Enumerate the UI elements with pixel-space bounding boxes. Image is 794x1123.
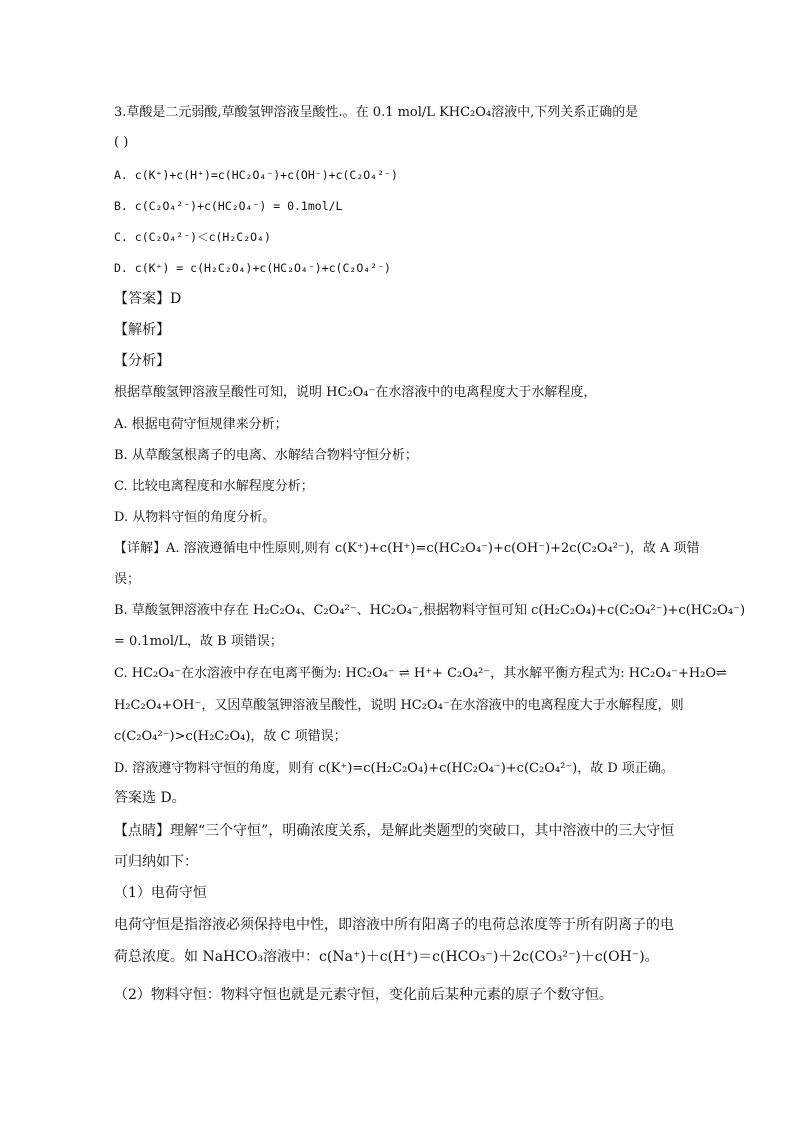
detail-d-line1: D. 溶液遵守物料守恒的角度，则有 c(K⁺)=c(H₂C₂O₄)+c(HC₂O₄⁻)+c(C₂O₄²⁻)，故 D 项正确。 [114,761,674,776]
option-d: D. c(K⁺) = c(H₂C₂O₄)+c(HC₂O₄⁻)+c(C₂O₄²⁻) [114,261,391,275]
charge-line2: 荷总浓度。如 NaHCO₃溶液中：c(Na⁺)＋c(H⁺)＝c(HCO₃⁻)＋2c(CO₃²⁻)＋c(OH⁻)。 [114,949,659,965]
detail-a-line1: 【详解】A. 溶液遵循电中性原则,则有 c(K⁺)+c(H⁺)=c(HC₂O₄⁻)+c(OH⁻)+2c(C₂O₄²⁻)，故 A 项错 [114,541,700,556]
fenxi-heading: 【分析】 [114,353,170,369]
detail-b-line1: B. 草酸氢钾溶液中存在 H₂C₂O₄、C₂O₄²⁻、HC₂O₄⁻,根据物料守恒可知 c(H₂C₂O₄)+c(C₂O₄²⁻)+c(HC₂O₄⁻) [114,603,746,618]
question-stem: 3.草酸是二元弱酸,草酸氢钾溶液呈酸性.。在 0.1 mol/L KHC₂O₄溶液中,下列关系正确的是 [114,105,639,120]
fenxi-item-a: A. 根据电荷守恒规律来分析； [114,417,288,432]
detail-c-line3: c(C₂O₄²⁻)>c(H₂C₂O₄)，故 C 项错误； [114,729,347,744]
detail-b-line2: = 0.1mol/L，故 B 项错误； [114,634,283,649]
charge-line1: 电荷守恒是指溶液必须保持电中性，即溶液中所有阳离子的电荷总浓度等于所有阴离子的电 [114,917,674,933]
option-a: A. c(K⁺)+c(H⁺)=c(HC₂O₄⁻)+c(OH⁻)+c(C₂O₄²⁻) [114,168,398,182]
analysis-heading: 【解析】 [114,322,170,338]
detail-conclusion: 答案选 D。 [114,790,186,806]
detail-c-line1: C. HC₂O₄⁻在水溶液中存在电离平衡为: HC₂O₄⁻ ⇌ H⁺+ C₂O₄²⁻，其水解平衡方程式为: HC₂O₄⁻+H₂O⇌ [114,666,727,681]
fenxi-item-c: C. 比较电离程度和水解程度分析； [114,479,314,494]
tip-line1: 【点睛】理解“三个守恒”，明确浓度关系，是解此类题型的突破口，其中溶液中的三大守恒 [114,823,675,839]
option-b: B. c(C₂O₄²⁻)+c(HC₂O₄⁻) = 0.1mol/L [114,199,343,213]
charge-heading: （1）电荷守恒 [114,885,207,901]
fenxi-item-d: D. 从物料守恒的角度分析。 [114,510,276,525]
material-heading: （2）物料守恒：物料守恒也就是元素守恒，变化前后某种元素的原子个数守恒。 [114,987,613,1003]
detail-c-line2: H₂C₂O₄+OH⁻，又因草酸氢钾溶液呈酸性，说明 HC₂O₄⁻在水溶液中的电离程度大于水解程度，则 [114,698,684,713]
answer-label: 【答案】D [114,291,182,307]
fenxi-intro: 根据草酸氢钾溶液呈酸性可知，说明 HC₂O₄⁻在水溶液中的电离程度大于水解程度， [114,385,597,400]
tip-line2: 可归纳如下： [114,854,198,870]
fenxi-item-b: B. 从草酸氢根离子的电离、水解结合物料守恒分析； [114,448,418,463]
question-paren: ( ) [114,135,129,150]
detail-a-line2: 误； [114,572,141,587]
option-c: C. c(C₂O₄²⁻)＜c(H₂C₂O₄) [114,230,271,244]
